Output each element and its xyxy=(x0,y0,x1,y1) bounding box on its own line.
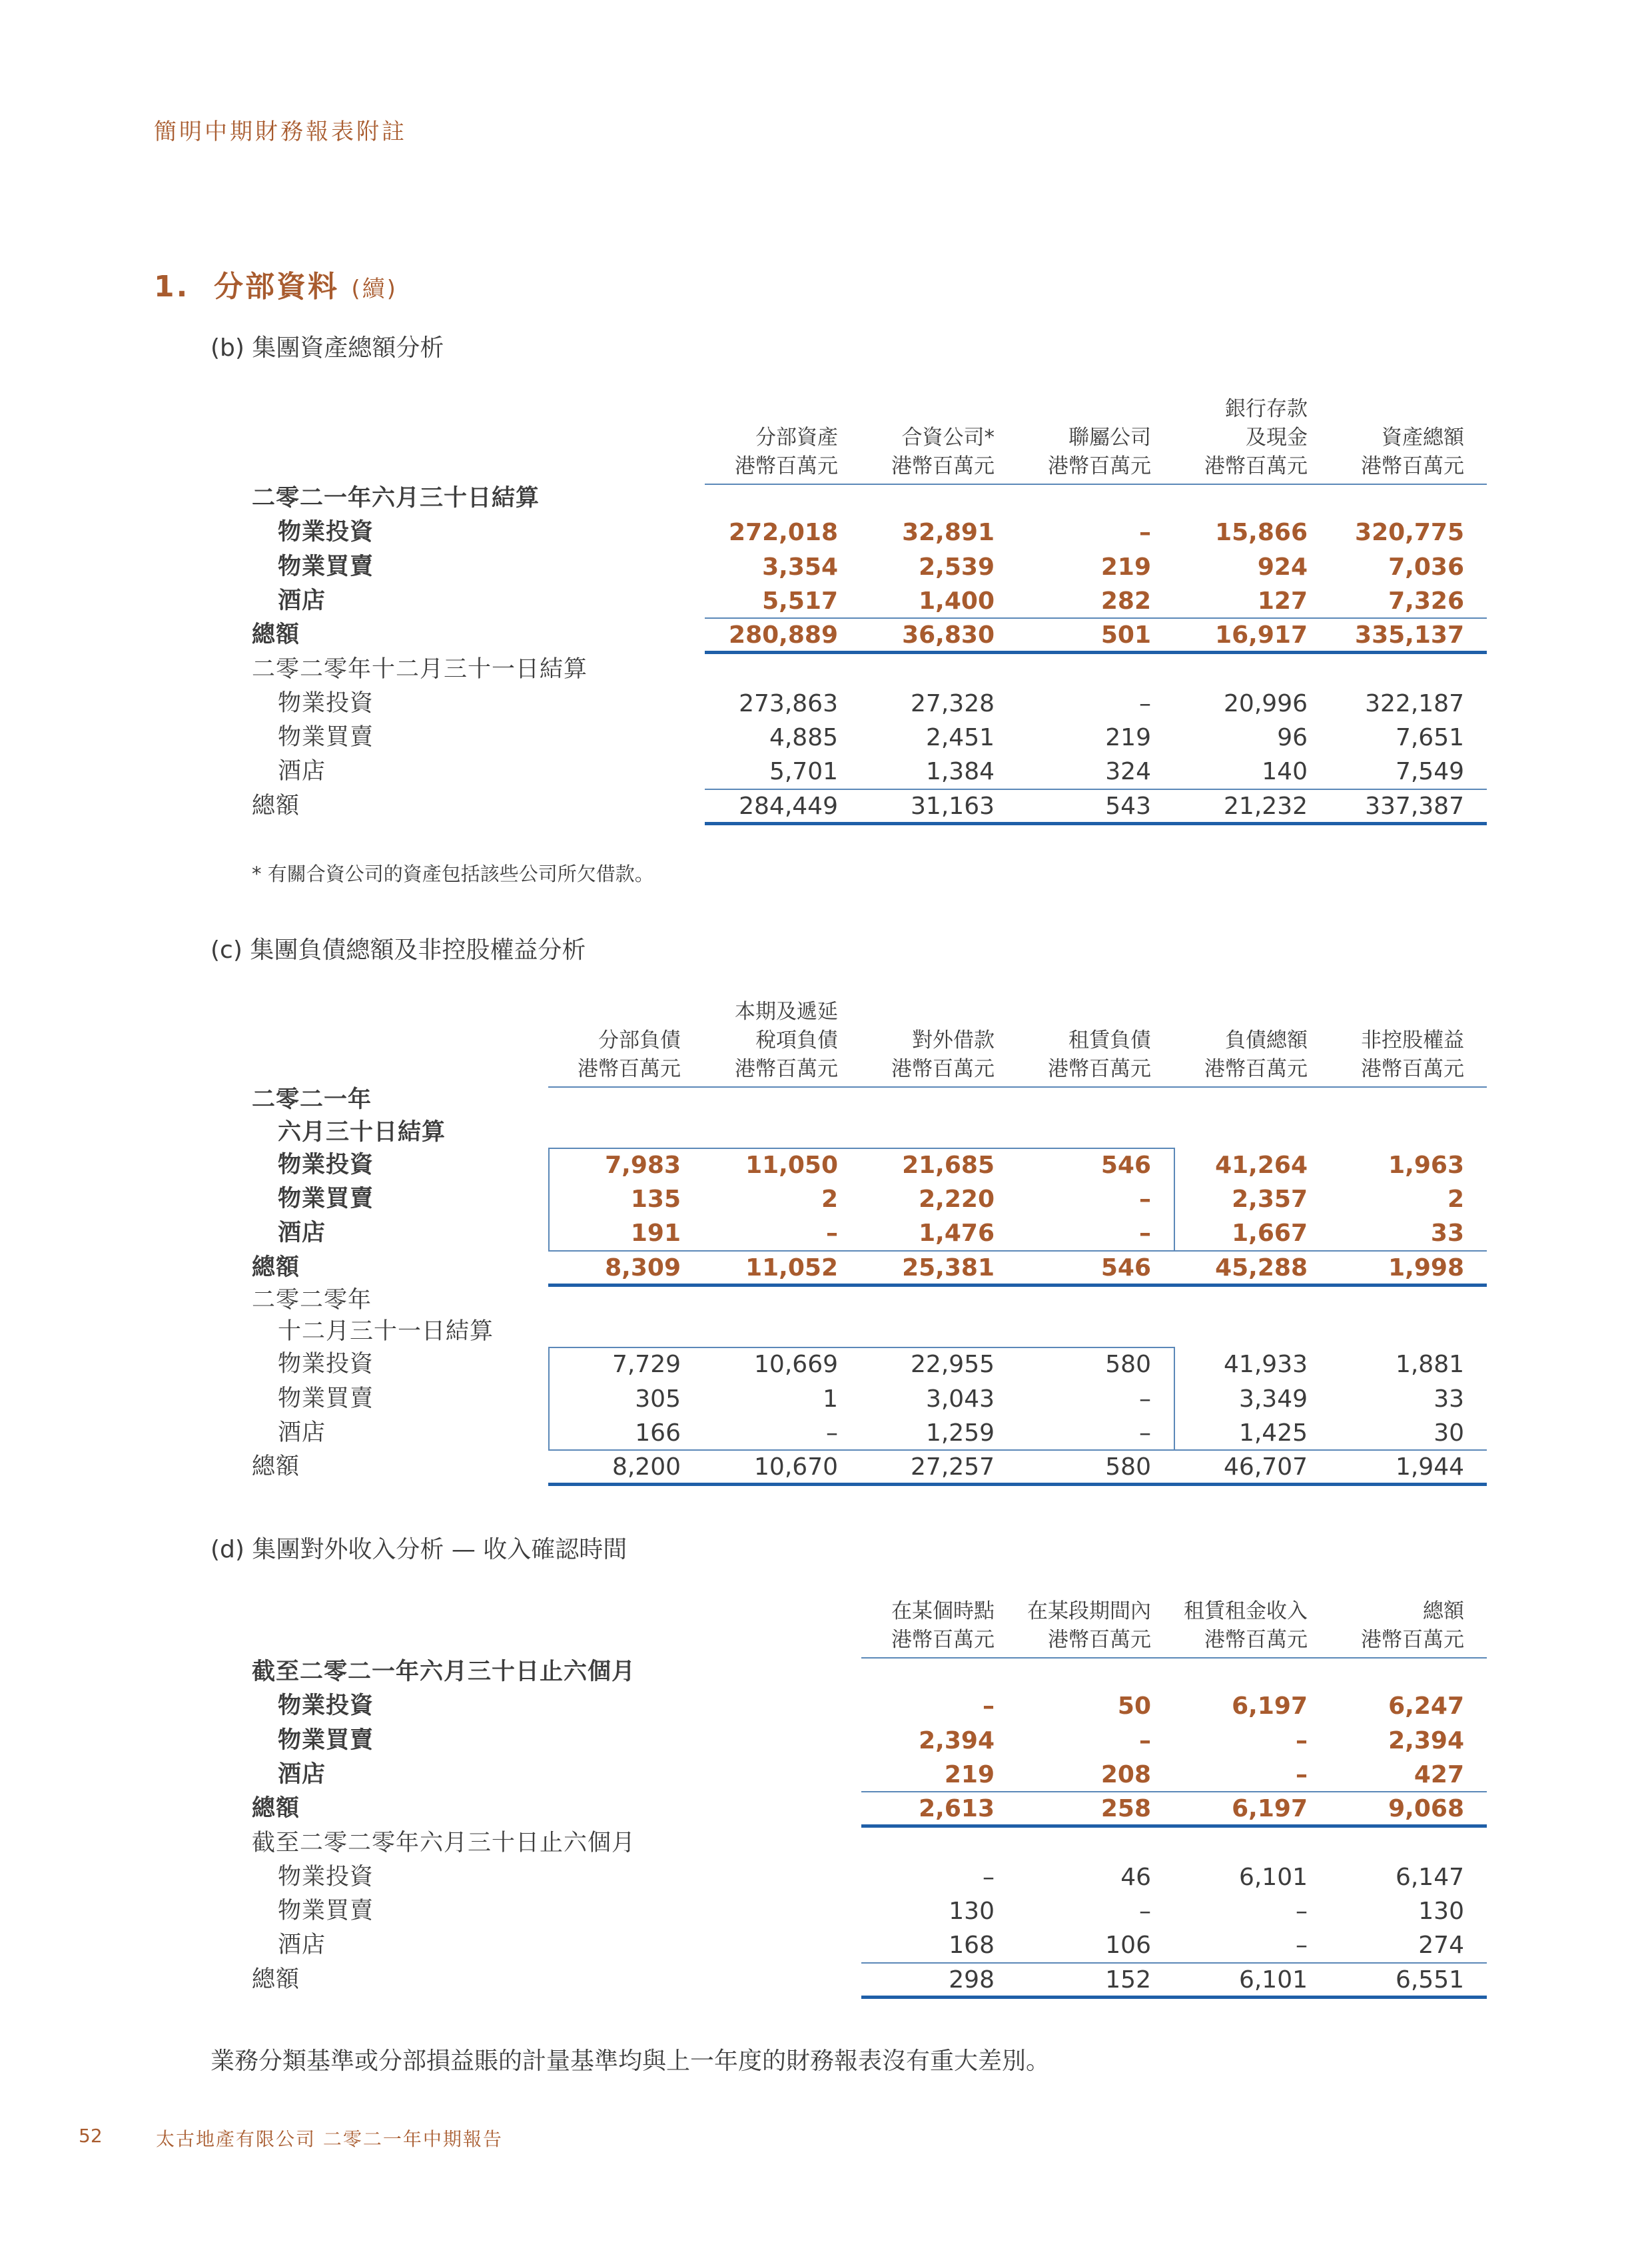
cell-value: 6,147 xyxy=(1395,1863,1464,1891)
cell-value: – xyxy=(1139,519,1151,547)
column-header: 港幣百萬元 xyxy=(1361,454,1464,478)
column-header: 對外借款 xyxy=(912,1028,995,1052)
cell-value: 274 xyxy=(1418,1932,1464,1960)
total-value: 27,257 xyxy=(911,1453,995,1481)
cell-value: 2,394 xyxy=(919,1726,995,1754)
cell-value: 15,866 xyxy=(1215,519,1308,547)
row-label: 物業買賣 xyxy=(278,553,374,580)
cell-value: 1,425 xyxy=(1238,1419,1308,1447)
column-header: 聯屬公司 xyxy=(1068,426,1151,450)
cell-value: 208 xyxy=(1100,1760,1151,1788)
table-b-footnote: * 有關合資公司的資產包括該些公司所欠借款。 xyxy=(252,863,654,885)
cell-value: – xyxy=(983,1863,995,1891)
cell-value: 96 xyxy=(1277,724,1308,752)
cell-value: 7,729 xyxy=(612,1351,681,1378)
group-heading: 十二月三十一日結算 xyxy=(278,1318,494,1345)
cell-value: 305 xyxy=(635,1385,681,1413)
table-b-title: (b) 集團資產總額分析 xyxy=(210,334,444,362)
cell-value: 4,885 xyxy=(769,724,838,752)
cell-value: 320,775 xyxy=(1355,519,1464,547)
cell-value: 33 xyxy=(1434,1385,1464,1413)
cell-value: – xyxy=(1139,1385,1151,1413)
subtotal-rule xyxy=(705,789,1487,790)
total-value: 580 xyxy=(1105,1453,1151,1481)
page-number: 52 xyxy=(79,2125,103,2147)
total-value: 546 xyxy=(1100,1254,1151,1282)
row-label: 酒店 xyxy=(278,1760,326,1788)
group-heading: 二零二零年十二月三十一日結算 xyxy=(252,655,588,683)
header-rule xyxy=(861,1657,1487,1659)
cell-value: 6,247 xyxy=(1388,1692,1464,1720)
row-label: 物業投資 xyxy=(278,519,374,546)
cell-value: 1 xyxy=(823,1385,838,1413)
table-d-title: (d) 集團對外收入分析 — 收入確認時間 xyxy=(210,1536,627,1563)
cell-value: – xyxy=(1139,1186,1151,1213)
total-value: 280,889 xyxy=(729,621,838,649)
total-value: 6,197 xyxy=(1232,1795,1308,1823)
total-rule xyxy=(705,822,1487,825)
total-label: 總額 xyxy=(252,792,300,819)
total-label: 總額 xyxy=(252,621,300,649)
cell-value: 1,259 xyxy=(925,1419,995,1447)
column-header: 港幣百萬元 xyxy=(1048,1628,1151,1652)
total-label: 總額 xyxy=(252,1453,300,1480)
cell-value: 50 xyxy=(1117,1692,1151,1720)
total-value: 6,101 xyxy=(1238,1966,1308,1994)
total-value: 1,998 xyxy=(1388,1254,1464,1282)
cell-value: – xyxy=(1139,1726,1151,1754)
cell-value: 10,669 xyxy=(754,1351,838,1378)
cell-value: 33 xyxy=(1430,1220,1464,1247)
cell-value: 322,187 xyxy=(1365,689,1464,717)
column-header: 港幣百萬元 xyxy=(578,1057,681,1081)
total-value: 2,613 xyxy=(919,1795,995,1823)
column-header: 租賃租金收入 xyxy=(1184,1599,1308,1623)
section-title: 分部資料 xyxy=(213,270,339,304)
cell-value: 46 xyxy=(1120,1863,1151,1891)
row-label: 物業買賣 xyxy=(278,1726,374,1754)
column-header: 分部負債 xyxy=(598,1028,681,1052)
total-value: 45,288 xyxy=(1215,1254,1308,1282)
cell-value: 3,354 xyxy=(762,553,838,581)
total-value: 46,707 xyxy=(1224,1453,1308,1481)
column-header: 總額 xyxy=(1423,1599,1464,1623)
column-header: 港幣百萬元 xyxy=(1361,1628,1464,1652)
total-value: 31,163 xyxy=(911,792,995,820)
cell-value: 7,651 xyxy=(1395,724,1464,752)
cell-value: 106 xyxy=(1105,1932,1151,1960)
row-label: 物業投資 xyxy=(278,1152,374,1178)
total-value: 258 xyxy=(1100,1795,1151,1823)
cell-value: 7,983 xyxy=(605,1152,681,1179)
cell-value: – xyxy=(1296,1760,1308,1788)
total-value: 36,830 xyxy=(902,621,995,649)
cell-value: 6,101 xyxy=(1238,1863,1308,1891)
column-header: 港幣百萬元 xyxy=(891,1628,995,1652)
cell-value: 1,476 xyxy=(919,1220,995,1247)
total-value: 25,381 xyxy=(902,1254,995,1282)
group-heading: 二零二一年 xyxy=(252,1086,372,1113)
group-heading: 截至二零二一年六月三十日止六個月 xyxy=(252,1659,636,1685)
table-c-title: (c) 集團負債總額及非控股權益分析 xyxy=(210,936,586,964)
cell-value: 546 xyxy=(1100,1152,1151,1179)
cell-value: 168 xyxy=(949,1932,995,1960)
cell-value: 1,881 xyxy=(1395,1351,1464,1378)
cell-value: – xyxy=(1296,1898,1308,1926)
cell-value: 130 xyxy=(949,1898,995,1926)
total-value: 10,670 xyxy=(754,1453,838,1481)
section-continued: (續) xyxy=(351,276,398,302)
cell-value: 427 xyxy=(1414,1760,1464,1788)
cell-value: 20,996 xyxy=(1224,689,1308,717)
column-header: 本期及遞延 xyxy=(735,1000,838,1024)
cell-value: – xyxy=(1139,1898,1151,1926)
total-value: 298 xyxy=(949,1966,995,1994)
column-header: 港幣百萬元 xyxy=(1048,454,1151,478)
cell-value: 30 xyxy=(1434,1419,1464,1447)
total-value: 11,052 xyxy=(745,1254,838,1282)
section-heading xyxy=(154,262,398,305)
total-value: 337,387 xyxy=(1365,792,1464,820)
column-header: 港幣百萬元 xyxy=(1048,1057,1151,1081)
row-label: 物業買賣 xyxy=(278,724,374,751)
cell-value: 1,667 xyxy=(1232,1220,1308,1247)
cell-value: 282 xyxy=(1100,587,1151,615)
cell-value: 2,539 xyxy=(919,553,995,581)
cell-value: 3,349 xyxy=(1238,1385,1308,1413)
total-rule xyxy=(861,1824,1487,1828)
cell-value: – xyxy=(983,1692,995,1720)
cell-value: 41,933 xyxy=(1224,1351,1308,1378)
row-label: 物業投資 xyxy=(278,1351,374,1377)
total-value: 543 xyxy=(1105,792,1151,820)
cell-value: 191 xyxy=(630,1220,681,1247)
cell-value: 21,685 xyxy=(902,1152,995,1179)
row-label: 酒店 xyxy=(278,587,326,614)
total-value: 152 xyxy=(1105,1966,1151,1994)
total-rule xyxy=(705,651,1487,654)
section-number: 1. xyxy=(154,270,190,304)
row-label: 物業買賣 xyxy=(278,1898,374,1925)
column-header: 租賃負債 xyxy=(1068,1028,1151,1052)
row-label: 物業投資 xyxy=(278,1863,374,1890)
highlight-box xyxy=(548,1347,1175,1451)
cell-value: 5,701 xyxy=(769,758,838,786)
cell-value: 219 xyxy=(1100,553,1151,581)
cell-value: 272,018 xyxy=(729,519,838,547)
cell-value: 324 xyxy=(1105,758,1151,786)
group-heading: 截至二零二零年六月三十日止六個月 xyxy=(252,1829,636,1856)
cell-value: 2,394 xyxy=(1388,1726,1464,1754)
total-rule xyxy=(548,1483,1487,1486)
total-value: 335,137 xyxy=(1355,621,1464,649)
column-header: 分部資產 xyxy=(755,426,838,450)
cell-value: 7,326 xyxy=(1388,587,1464,615)
total-rule xyxy=(861,1996,1487,1999)
cell-value: 32,891 xyxy=(902,519,995,547)
column-header: 港幣百萬元 xyxy=(891,454,995,478)
subtotal-rule xyxy=(861,1791,1487,1792)
cell-value: 924 xyxy=(1257,553,1308,581)
highlight-box xyxy=(548,1148,1175,1252)
cell-value: 127 xyxy=(1257,587,1308,615)
cell-value: 7,036 xyxy=(1388,553,1464,581)
row-label: 酒店 xyxy=(278,1932,326,1959)
column-header: 港幣百萬元 xyxy=(735,454,838,478)
publication-title: 太古地產有限公司 二零二一年中期報告 xyxy=(156,2128,503,2150)
cell-value: – xyxy=(1139,689,1151,717)
row-label: 物業投資 xyxy=(278,689,374,717)
cell-value: 2 xyxy=(1447,1186,1464,1213)
total-label: 總額 xyxy=(252,1966,300,1993)
total-value: 16,917 xyxy=(1215,621,1308,649)
row-label: 物業買賣 xyxy=(278,1186,374,1212)
column-header: 銀行存款 xyxy=(1225,397,1308,421)
cell-value: 1,384 xyxy=(925,758,995,786)
column-header: 稅項負債 xyxy=(755,1028,838,1052)
total-value: 21,232 xyxy=(1224,792,1308,820)
cell-value: 273,863 xyxy=(739,689,838,717)
total-value: 1,944 xyxy=(1395,1453,1464,1481)
cell-value: 11,050 xyxy=(745,1152,838,1179)
cell-value: 219 xyxy=(944,1760,995,1788)
cell-value: – xyxy=(1296,1726,1308,1754)
header-rule xyxy=(705,484,1487,485)
cell-value: 135 xyxy=(630,1186,681,1213)
header-rule xyxy=(548,1086,1487,1088)
cell-value: 2,357 xyxy=(1232,1186,1308,1213)
cell-value: 2,451 xyxy=(925,724,995,752)
cell-value: 219 xyxy=(1105,724,1151,752)
cell-value: 2,220 xyxy=(919,1186,995,1213)
total-rule xyxy=(548,1284,1487,1287)
column-header: 在某個時點 xyxy=(891,1599,995,1623)
column-header: 港幣百萬元 xyxy=(735,1057,838,1081)
cell-value: – xyxy=(826,1220,838,1247)
cell-value: – xyxy=(1139,1220,1151,1247)
closing-note: 業務分類基準或分部損益賬的計量基準均與上一年度的財務報表沒有重大差別。 xyxy=(210,2048,1050,2075)
row-label: 物業買賣 xyxy=(278,1385,374,1412)
cell-value: – xyxy=(826,1419,838,1447)
cell-value: – xyxy=(1296,1932,1308,1960)
row-label: 酒店 xyxy=(278,1419,326,1446)
cell-value: 166 xyxy=(635,1419,681,1447)
group-heading: 二零二一年六月三十日結算 xyxy=(252,485,540,512)
total-label: 總額 xyxy=(252,1254,300,1281)
cell-value: 1,963 xyxy=(1388,1152,1464,1179)
cell-value: 22,955 xyxy=(911,1351,995,1378)
column-header: 港幣百萬元 xyxy=(1361,1057,1464,1081)
cell-value: 3,043 xyxy=(925,1385,995,1413)
subtotal-rule xyxy=(705,617,1487,619)
subtotal-rule xyxy=(861,1962,1487,1964)
column-header: 負債總額 xyxy=(1225,1028,1308,1052)
column-header: 港幣百萬元 xyxy=(1204,1057,1308,1081)
total-value: 8,200 xyxy=(612,1453,681,1481)
total-value: 501 xyxy=(1100,621,1151,649)
cell-value: 2 xyxy=(821,1186,838,1213)
cell-value: 41,264 xyxy=(1215,1152,1308,1179)
column-header: 在某段期間內 xyxy=(1027,1599,1151,1623)
total-value: 284,449 xyxy=(739,792,838,820)
cell-value: 5,517 xyxy=(762,587,838,615)
cell-value: – xyxy=(1139,1419,1151,1447)
cell-value: 130 xyxy=(1418,1898,1464,1926)
column-header: 港幣百萬元 xyxy=(1204,1628,1308,1652)
cell-value: 140 xyxy=(1262,758,1308,786)
cell-value: 7,549 xyxy=(1395,758,1464,786)
cell-value: 6,197 xyxy=(1232,1692,1308,1720)
column-header: 資產總額 xyxy=(1382,426,1464,450)
column-header: 港幣百萬元 xyxy=(1204,454,1308,478)
column-header: 及現金 xyxy=(1246,426,1308,450)
group-heading: 六月三十日結算 xyxy=(278,1119,446,1146)
column-header: 港幣百萬元 xyxy=(891,1057,995,1081)
cell-value: 1,400 xyxy=(919,587,995,615)
group-heading: 二零二零年 xyxy=(252,1287,372,1313)
cell-value: 27,328 xyxy=(911,689,995,717)
total-label: 總額 xyxy=(252,1795,300,1822)
row-label: 酒店 xyxy=(278,758,326,785)
column-header: 合資公司* xyxy=(901,426,995,450)
column-header: 非控股權益 xyxy=(1361,1028,1464,1052)
total-value: 8,309 xyxy=(605,1254,681,1282)
row-label: 酒店 xyxy=(278,1220,326,1246)
cell-value: 580 xyxy=(1105,1351,1151,1378)
row-label: 物業投資 xyxy=(278,1692,374,1720)
running-head: 簡明中期財務報表附註 xyxy=(154,119,407,145)
total-value: 6,551 xyxy=(1395,1966,1464,1994)
total-value: 9,068 xyxy=(1388,1795,1464,1823)
